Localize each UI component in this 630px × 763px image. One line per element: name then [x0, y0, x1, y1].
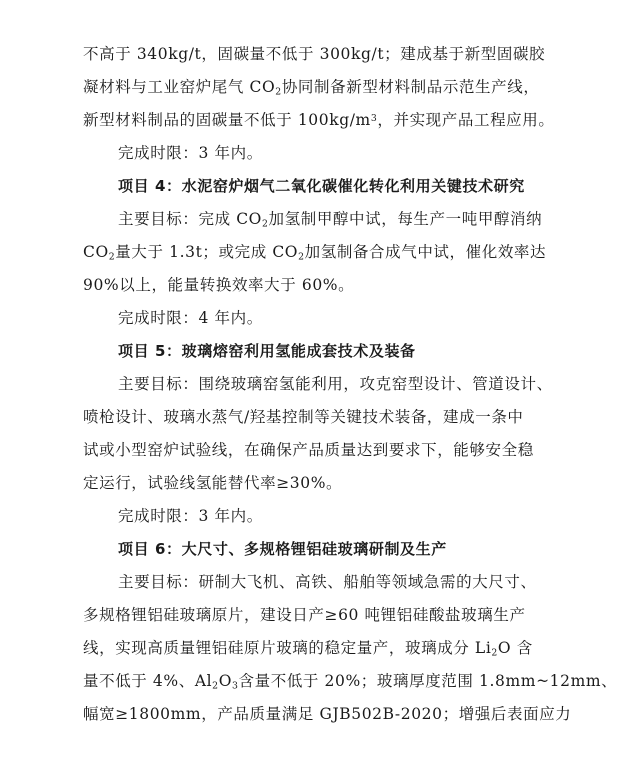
text-run: 90%以上，能量转换效率大于 60%。: [83, 276, 355, 294]
text-run: 量不低于 4%、Al: [83, 672, 213, 690]
text-run: 协同制备新型材料制品示范生产线，: [281, 78, 540, 96]
text-run: 项目 6：大尺寸、多规格锂铝硅玻璃研制及生产: [118, 540, 447, 558]
text-run: 多规格锂铝硅玻璃原片，建设日产≥60 吨锂铝硅酸盐玻璃生产: [83, 606, 526, 624]
text-run: 项目 4：水泥窑炉烟气二氧化碳催化转化利用关键技术研究: [118, 177, 525, 195]
subscript: 2: [275, 86, 282, 98]
text-line: [118, 302, 568, 335]
subscript: 3: [232, 680, 239, 692]
text-run: 幅宽≥1800mm，产品质量满足 GJB502B-2020；增强后表面应力: [83, 705, 572, 723]
text-line: [83, 467, 568, 500]
text-line: [83, 236, 568, 269]
project-heading: [118, 170, 568, 203]
text-line: [83, 434, 568, 467]
subscript: 2: [108, 251, 116, 263]
text-line: [118, 566, 568, 599]
text-run: 完成时限：3 年内。: [118, 144, 263, 162]
text-run: 加氢制甲醇中试，每生产一吨甲醇消纳: [268, 210, 543, 228]
text-run: 项目 5：玻璃熔窑利用氢能成套技术及装备: [118, 342, 416, 360]
text-line: [83, 401, 568, 434]
text-line: [83, 71, 568, 104]
text-run: 定运行，试验线氢能替代率≥30%。: [83, 474, 343, 492]
text-run: 量大于 1.3t；或完成 CO: [115, 243, 299, 261]
subscript: 2: [262, 218, 269, 230]
subscript: 2: [212, 680, 219, 692]
text-line: [83, 269, 568, 302]
text-line: [83, 599, 568, 632]
text-line: [118, 368, 568, 401]
text-line: [83, 698, 572, 731]
text-run: 完成时限：3 年内。: [118, 507, 263, 525]
text-run: 新型材料制品的固碳量不低于 100kg/m: [83, 111, 371, 129]
text-run: 主要目标：围绕玻璃窑氢能利用，攻克窑型设计、管道设计、: [118, 375, 553, 393]
text-run: 完成时限：4 年内。: [118, 309, 263, 327]
text-run: 不高于 340kg/t，固碳量不低于 300kg/t；建成基于新型固碳胶: [83, 45, 546, 63]
text-run: 主要目标：研制大飞机、高铁、船舶等领域急需的大尺寸、: [118, 573, 537, 591]
text-run: 凝材料与工业窑炉尾气 CO: [83, 78, 276, 96]
text-run: 试或小型窑炉试验线，在确保产品质量达到要求下，能够安全稳: [83, 441, 534, 459]
project-heading: [118, 335, 568, 368]
superscript: 3: [370, 112, 378, 124]
text-line: [118, 137, 568, 170]
text-line: [118, 203, 568, 236]
text-line: [83, 665, 618, 698]
project-heading: [118, 533, 568, 566]
text-run: 喷枪设计、玻璃水蒸气/羟基控制等关键技术装备，建成一条中: [83, 408, 524, 426]
text-run: CO: [83, 243, 109, 261]
text-line: [83, 632, 568, 665]
text-run: 加氢制备合成气中试，催化效率达: [304, 243, 547, 261]
text-run: ，并实现产品工程应用。: [377, 111, 555, 129]
text-run: O 含: [497, 639, 533, 657]
text-line: [83, 38, 568, 71]
text-run: O: [218, 672, 232, 690]
text-line: [83, 104, 568, 137]
subscript: 2: [298, 251, 305, 263]
subscript: 2: [491, 647, 498, 659]
text-run: 含量不低于 20%；玻璃厚度范围 1.8mm~12mm、: [238, 672, 618, 690]
text-run: 主要目标：完成 CO: [118, 210, 262, 228]
text-run: 线，实现高质量锂铝硅原片玻璃的稳定量产，玻璃成分 Li: [83, 639, 492, 657]
text-line: [118, 500, 568, 533]
